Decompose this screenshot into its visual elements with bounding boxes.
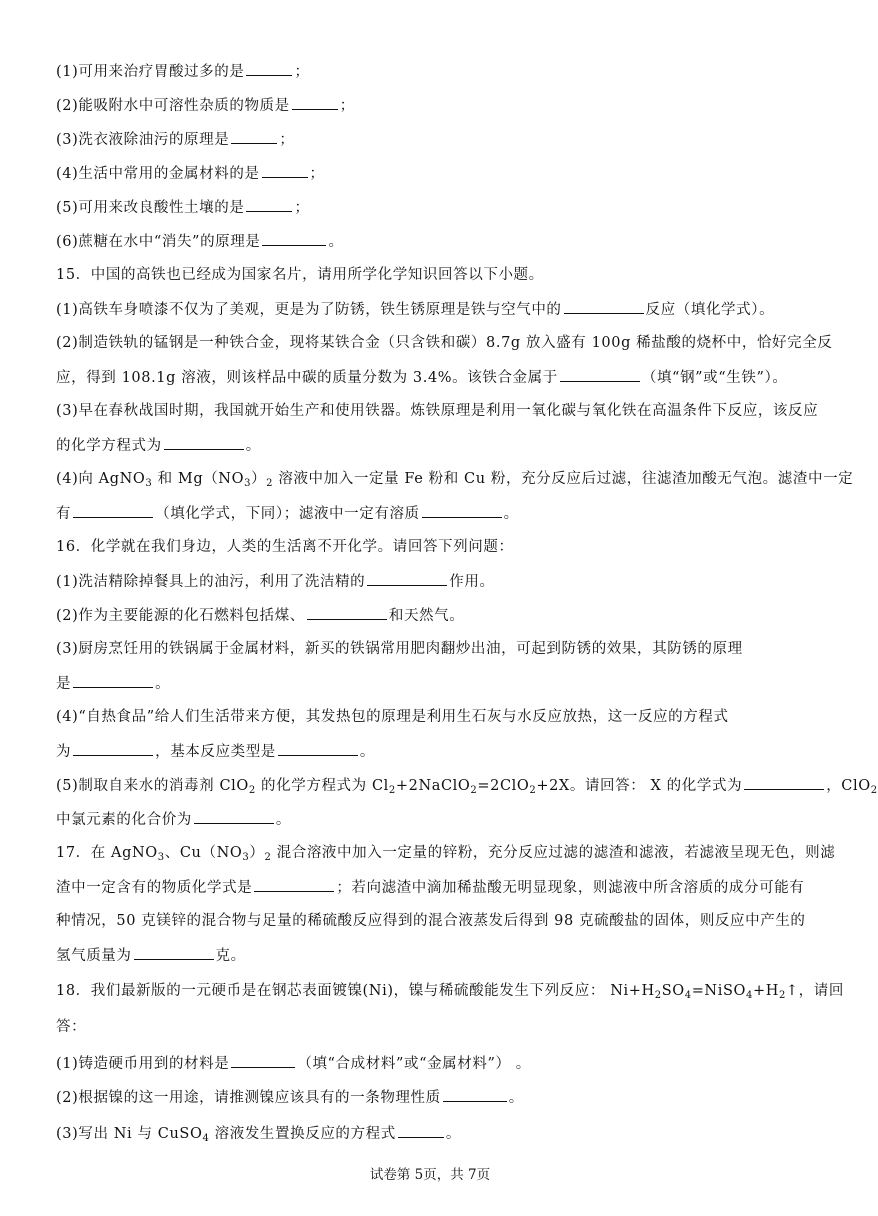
answer-blank[interactable] bbox=[134, 944, 214, 960]
q14-item-3: (3)洗衣液除油污的原理是 ； bbox=[56, 128, 804, 151]
answer-blank[interactable] bbox=[307, 604, 387, 620]
answer-blank[interactable] bbox=[194, 808, 274, 824]
answer-blank[interactable] bbox=[231, 128, 277, 144]
answer-blank[interactable] bbox=[422, 502, 502, 518]
q18-item-3: (3)写出 Ni 与 CuSO$_4$ 溶液发生置换反应的方程式 。 bbox=[56, 1122, 804, 1145]
answer-blank[interactable] bbox=[262, 230, 326, 246]
q15-item-3-line-2: 的化学方程式为 。 bbox=[56, 434, 804, 457]
answer-blank[interactable] bbox=[231, 1052, 295, 1068]
answer-blank[interactable] bbox=[398, 1122, 444, 1138]
q18-item-1: (1)铸造硬币用到的材料是 （填“合成材料”或“金属材料”） 。 bbox=[56, 1052, 804, 1075]
q17-line-3: 种情况，50 克镁锌的混合物与足量的稀硫酸反应得到的混合液蒸发后得到 98 克硫酸盐的固体，则反应中产生的 bbox=[56, 913, 806, 929]
answer-blank[interactable] bbox=[367, 570, 447, 586]
q14-item-1: (1)可用来治疗胃酸过多的是 ； bbox=[56, 60, 804, 83]
q15-item-4-line-2: 有 （填化学式，下同）；滤液中一定有溶质 。 bbox=[56, 502, 804, 525]
q18-line-1: 18．我们最新版的一元硬币是在钢芯表面镀镍(Ni)，镍与稀硫酸能发生下列反应： $Ni+H_2SO_4=NiSO_4+H_2↑$，请回 bbox=[56, 983, 844, 1001]
answer-blank[interactable] bbox=[278, 740, 358, 756]
q16-item-4-line-2: 为 ，基本反应类型是 。 bbox=[56, 740, 804, 763]
answer-blank[interactable] bbox=[560, 366, 640, 382]
q14-item-5: (5)可用来改良酸性土壤的是 ； bbox=[56, 196, 804, 219]
q16-item-3-line-2: 是 。 bbox=[56, 672, 804, 695]
q17-line-4: 氢气质量为 克。 bbox=[56, 944, 804, 967]
q14-item-4: (4)生活中常用的金属材料的是 ； bbox=[56, 162, 804, 185]
answer-blank[interactable] bbox=[73, 672, 153, 688]
q16-item-5-line-2: 中氯元素的化合价为 。 bbox=[56, 808, 804, 831]
q15-item-2-line-1: (2)制造铁轨的锰钢是一种铁合金，现将某铁合金（只含铁和碳）8.7g 放入盛有 100g 稀盐酸的烧杯中，恰好完全反 bbox=[56, 335, 833, 351]
q16-item-4-line-1: (4)“自热食品”给人们生活带来方便，其发热包的原理是利用生石灰与水反应放热，这一反应的方程式 bbox=[56, 709, 729, 725]
q16-item-1: (1)洗洁精除掉餐具上的油污，利用了洗洁精的 作用。 bbox=[56, 570, 804, 593]
answer-blank[interactable] bbox=[262, 162, 308, 178]
answer-blank[interactable] bbox=[744, 774, 824, 790]
q15-item-4-line-1: (4)向 AgNO$_3$ 和 $Mg(NO_3)_2$ 溶液中加入一定量 Fe 粉和 Cu 粉，充分反应后过滤，往滤渣加酸无气泡。滤渣中一定 bbox=[56, 471, 854, 489]
q17-line-2: 渣中一定含有的物质化学式是 ；若向滤渣中滴加稀盐酸无明显现象，则滤液中所含溶质的成分可能有 bbox=[56, 876, 804, 899]
page-footer: 试卷第 5页，共 7页 bbox=[369, 1167, 491, 1183]
answer-blank[interactable] bbox=[164, 434, 244, 450]
q15-stem: 15．中国的高铁也已经成为国家名片，请用所学化学知识回答以下小题。 bbox=[56, 267, 544, 283]
q16-item-2: (2)作为主要能源的化石燃料包括煤、 和天然气。 bbox=[56, 604, 804, 627]
q15-item-3-line-1: (3)早在春秋战国时期，我国就开始生产和使用铁器。炼铁原理是利用一氧化碳与氧化铁在高温条件下反应，该反应 bbox=[56, 403, 819, 419]
q18-item-2: (2)根据镍的这一用途，请推测镍应该具有的一条物理性质 。 bbox=[56, 1086, 804, 1109]
q16-stem: 16．化学就在我们身边，人类的生活离不开化学。请回答下列问题： bbox=[56, 539, 514, 555]
q18-line-2: 答： bbox=[56, 1019, 87, 1035]
answer-blank[interactable] bbox=[443, 1086, 507, 1102]
q15-item-2-line-2: 应，得到 108.1g 溶液，则该样品中碳的质量分数为 3.4%。该铁合金属于 （填“钢”或“生铁”）。 bbox=[56, 366, 804, 389]
q14-item-6: (6)蔗糖在水中“消失”的原理是 。 bbox=[56, 230, 804, 253]
q15-item-1: (1)高铁车身喷漆不仅为了美观，更是为了防锈，铁生锈原理是铁与空气中的 反应（填化学式）。 bbox=[56, 298, 804, 321]
q16-item-5-line-1: (5)制取自来水的消毒剂 ClO$_2$ 的化学方程式为 $Cl_2+2NaClO_2=2ClO_2+2X$。请回答： X 的化学式为 ，ClO$_2$ bbox=[56, 774, 804, 797]
q17-line-1: 17．在 AgNO$_3$、$Cu(NO_3)_2$ 混合溶液中加入一定量的锌粉，充分反应过滤的滤渣和滤液，若滤液呈现无色，则滤 bbox=[56, 845, 836, 863]
q16-item-3-line-1: (3)厨房烹饪用的铁锅属于金属材料，新买的铁锅常用肥肉翻炒出油，可起到防锈的效果，其防锈的原理 bbox=[56, 641, 743, 657]
answer-blank[interactable] bbox=[564, 298, 644, 314]
answer-blank[interactable] bbox=[246, 196, 292, 212]
q14-item-2: (2)能吸附水中可溶性杂质的物质是 ； bbox=[56, 94, 804, 117]
answer-blank[interactable] bbox=[246, 60, 292, 76]
answer-blank[interactable] bbox=[73, 740, 153, 756]
answer-blank[interactable] bbox=[292, 94, 338, 110]
answer-blank[interactable] bbox=[73, 502, 153, 518]
answer-blank[interactable] bbox=[254, 876, 334, 892]
